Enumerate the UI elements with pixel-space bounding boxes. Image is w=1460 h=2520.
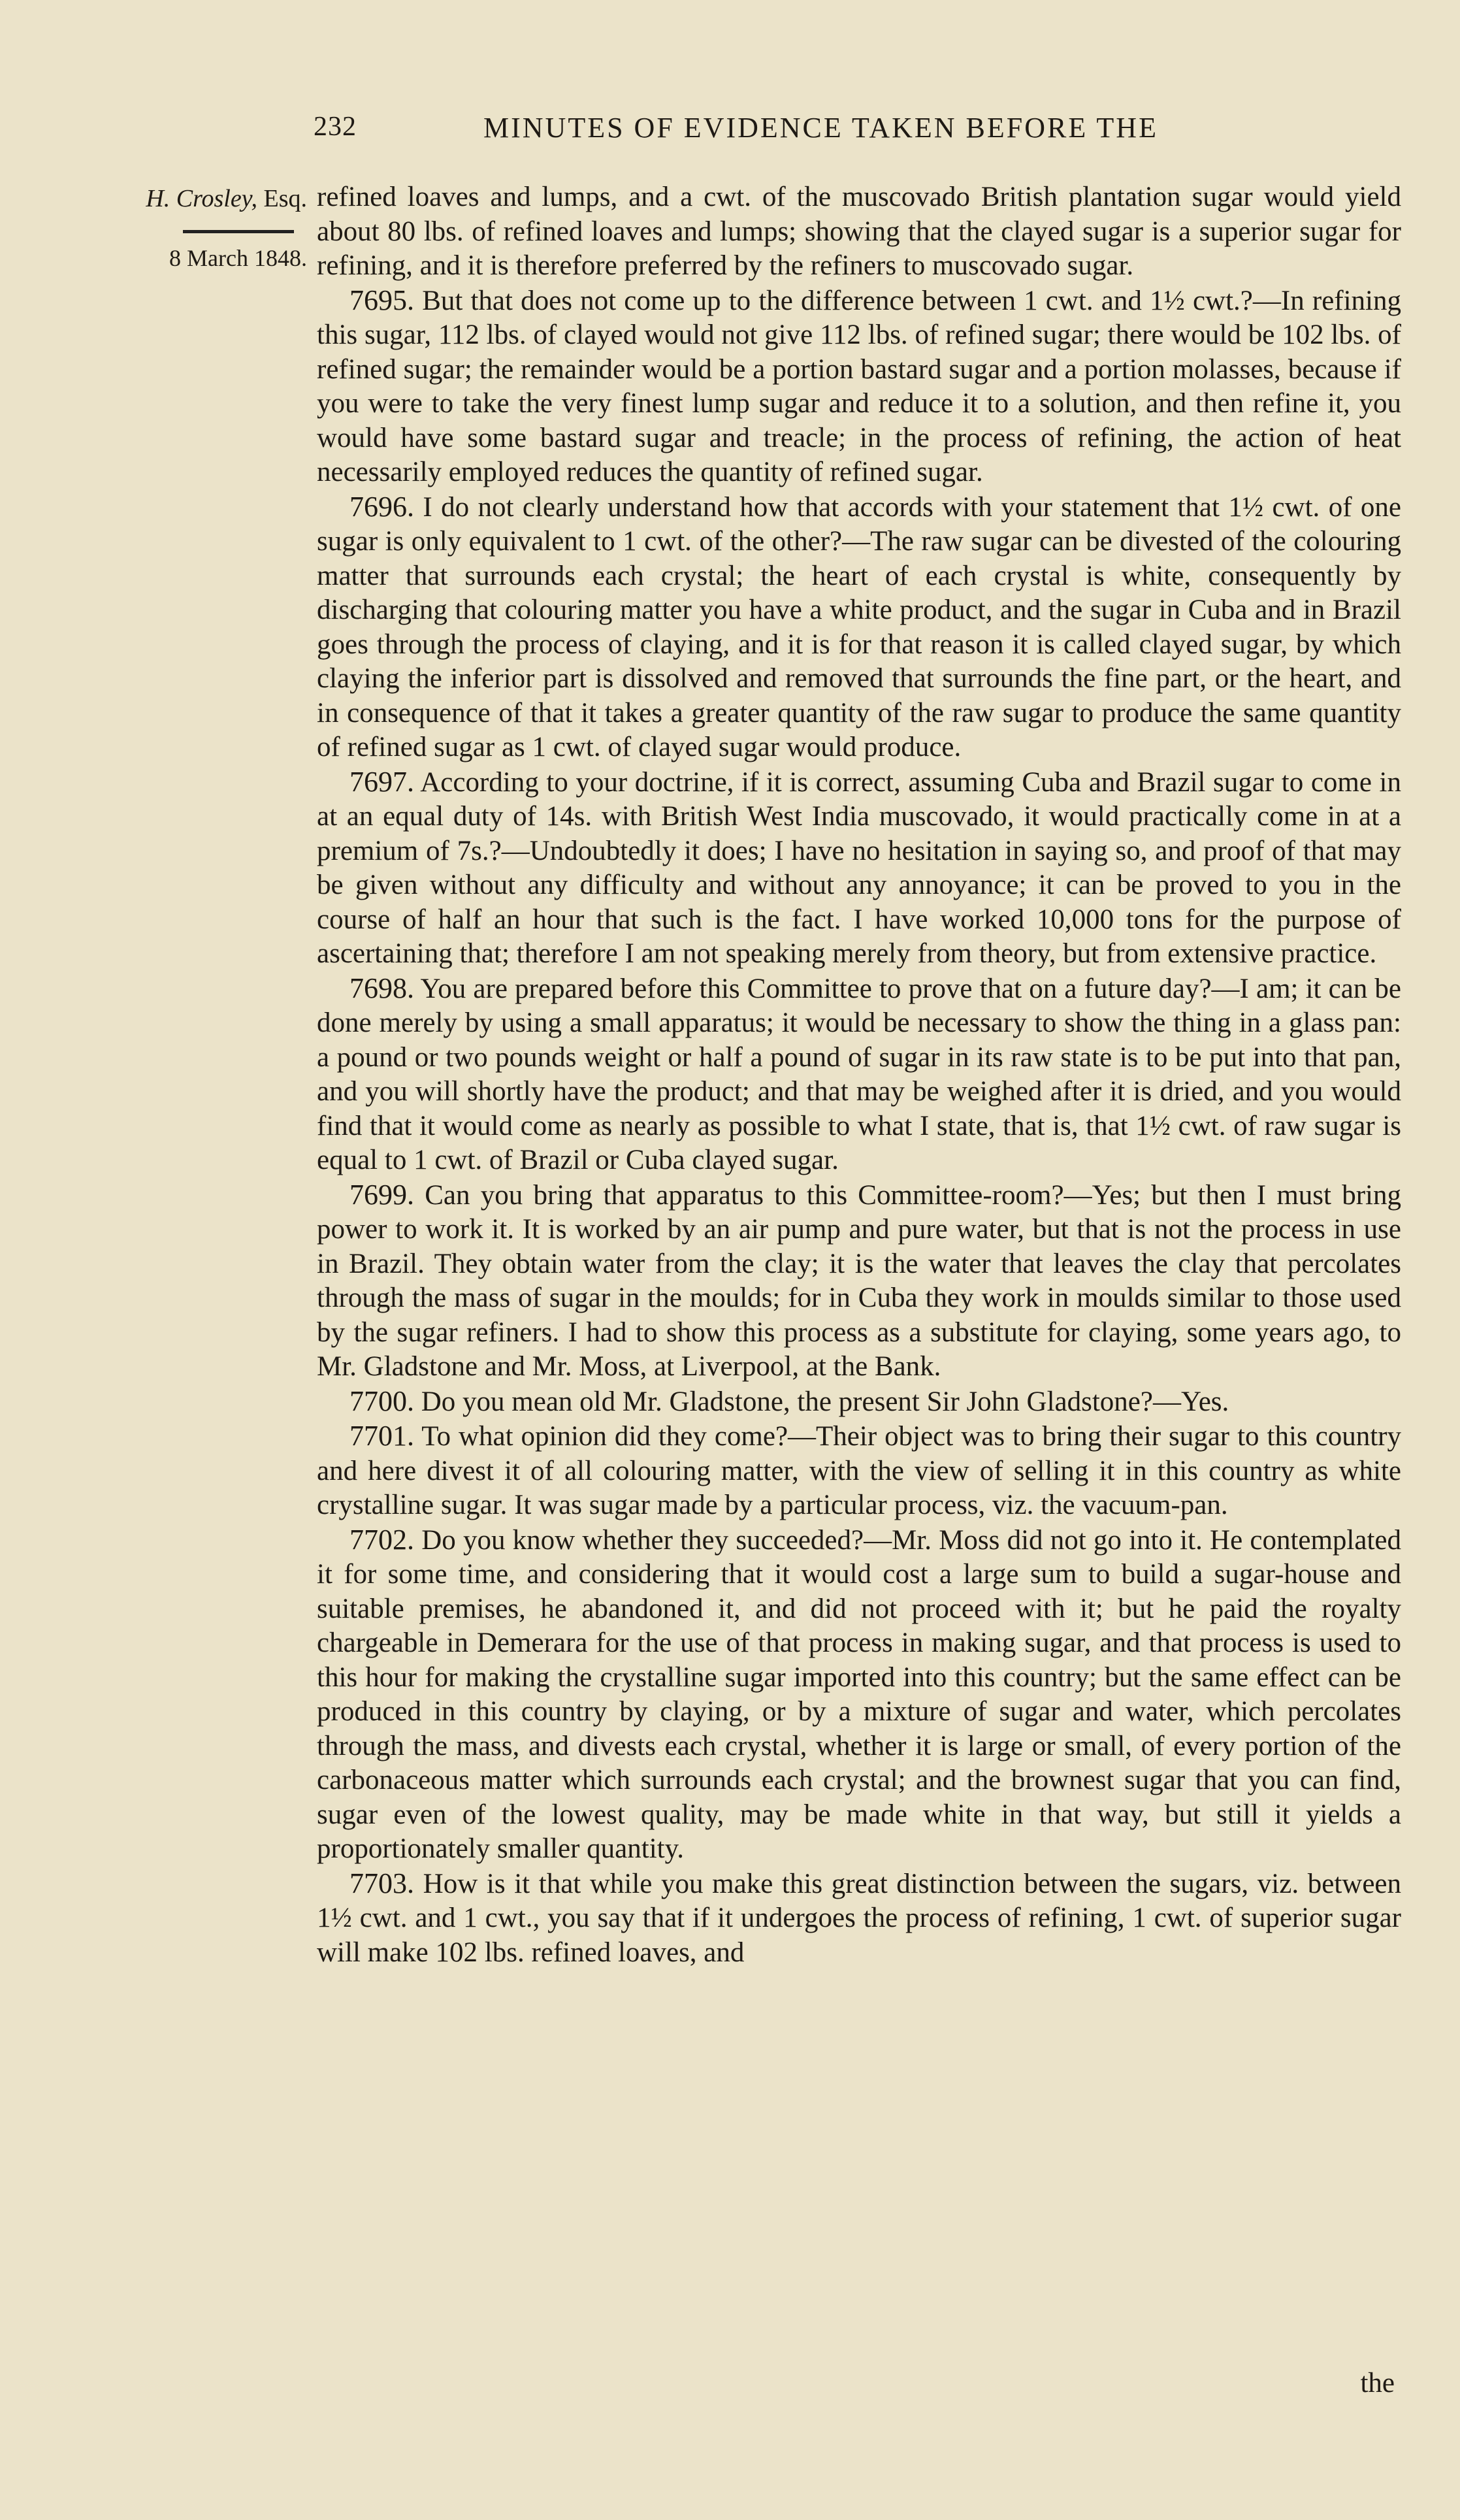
paragraph-text: How is it that while you make this great distinction between the sugars, viz. between 1½ cwt. and 1 cwt., you say that if it undergoes the process of refining, 1 cwt. of superior sugar will make 102 lbs. refined loaves, and [317, 1868, 1401, 1968]
paragraph [317, 1178, 1401, 1384]
paragraph-text: But that does not come up to the difference between 1 cwt. and 1½ cwt.?—In refining this sugar, 112 lbs. of clayed would not give 112 lbs. of refined sugar; there would be 102 lbs. of refined sugar; the remainder would be a portion bastard sugar and a portion molasses, because if you were to take the very finest lump sugar and reduce it to a solution, and then refine it, you would have some bastard sugar and treacle; in the process of refining, the action of heat necessarily employed reduces the quantity of refined sugar. [317, 285, 1402, 487]
margin-date: 8 March 1848. [169, 245, 307, 271]
paragraph-text: I do not clearly understand how that accords with your statement that 1½ cwt. of one sugar is only equivalent to 1 cwt. of the other?—The raw sugar can be divested of the colouring matter that surrounds each crystal; the heart of each crystal is white, consequently by discharging that colouring matter you have a white product, and the sugar in Cuba and in Brazil goes through the process of claying, and it is for that reason it is called clayed sugar, by which claying the inferior part is dissolved and removed that surrounds the fine part, or the heart, and in consequence of that it takes a greater quantity of the raw sugar to produce the same quantity of refined sugar as 1 cwt. of clayed sugar would produce. [317, 491, 1401, 762]
paragraph [317, 180, 1401, 284]
paragraph [317, 1867, 1401, 1971]
question-number: 7701. [349, 1420, 414, 1452]
question-number: 7702. [349, 1523, 414, 1556]
paragraph [317, 1419, 1401, 1523]
witness-name: H. Crosley, [146, 185, 257, 212]
paragraph [317, 490, 1401, 765]
page-number: 232 [314, 112, 357, 142]
paragraph [317, 765, 1401, 972]
question-number: 7703. [349, 1867, 414, 1899]
margin-note [111, 182, 307, 275]
running-head: MINUTES OF EVIDENCE TAKEN BEFORE THE [483, 112, 1158, 144]
paragraph-text: Can you bring that apparatus to this Committee-room?—Yes; but then I must bring power to work it. It is worked by an air pump and pure water, but that is not the process in use in Brazil. They obtain water from the clay; it is the water that leaves the clay that percolates through the mass of sugar in the moulds; for in Cuba they work in moulds similar to those used by the sugar refiners. I had to show this process as a substitute for claying, some years ago, to Mr. Gladstone and Mr. Moss, at Liverpool, at the Bank. [317, 1179, 1401, 1382]
paragraph [317, 972, 1401, 1178]
paragraph [317, 284, 1401, 490]
margin-rule [183, 230, 294, 233]
question-number: 7695. [349, 284, 414, 316]
catchword: the [1360, 2368, 1395, 2398]
paragraph [317, 1384, 1401, 1420]
paragraph-text: To what opinion did they come?—Their object was to bring their sugar to this country and here divest it of all colouring matter, with the view of selling it in this country as white crystalline sugar. It was sugar made by a particular process, viz. the vacuum-pan. [317, 1421, 1401, 1520]
paragraph-text: refined loaves and lumps, and a cwt. of the muscovado British plantation sugar would yield about 80 lbs. of refined loaves and lumps; showing that the clayed sugar is a superior sugar for refining, and it is therefore preferred by the refiners to muscovado sugar. [317, 182, 1401, 281]
question-number: 7696. [349, 490, 414, 523]
question-number: 7699. [349, 1178, 414, 1211]
paragraph [317, 1523, 1401, 1867]
paragraph-text: According to your doctrine, if it is correct, assuming Cuba and Brazil sugar to come in at an equal duty of 14s. with British West India muscovado, it would practically come in at a premium of 7s.?—Undoubtedly it does; I have no hesitation in saying so, and proof of that may be given without any difficulty and without any annoyance; it can be proved to you in the course of half an hour that such is the fact. I have worked 10,000 tons for the purpose of ascertaining that; therefore I am not speaking merely from theory, but from extensive practice. [317, 766, 1401, 969]
witness-suffix: Esq. [263, 185, 307, 212]
paragraph-text: Do you know whether they succeeded?—Mr. Moss did not go into it. He contemplated it for some time, and considering that it would cost a large sum to build a sugar-house and suitable premises, he abandoned it, and did not proceed with it; but he paid the royalty chargeable in Demerara for the use of that process in making sugar, and that process is used to this hour for making the crystalline sugar imported into this country; but the same effect can be produced in this country by claying, or by a mixture of sugar and water, which percolates through the mass, and divests each crystal, whether it is large or small, of every portion of the carbonaceous matter which surrounds each crystal; and the brownest sugar that you can find, sugar even of the lowest quality, may be made white in that way, but still it yields a proportionately smaller quantity. [317, 1524, 1401, 1864]
question-number: 7700. [349, 1384, 414, 1417]
witness-line [111, 182, 307, 216]
paragraph-text: You are prepared before this Committee to prove that on a future day?—I am; it can be done merely by using a small apparatus; it would be necessary to show the thing in a glass pan: a pound or two pounds weight or half a pound of sugar in its raw state is to be put into that pan, and you will shortly have the product; and that may be weighed after it is dried, and you would find that it would come as nearly as possible to what I state, that is, that 1½ cwt. of raw sugar is equal to 1 cwt. of Brazil or Cuba clayed sugar. [317, 973, 1401, 1175]
paragraph-text: Do you mean old Mr. Gladstone, the present Sir John Gladstone?—Yes. [421, 1386, 1229, 1417]
body-text [317, 180, 1401, 1970]
question-number: 7697. [349, 765, 414, 798]
page-header [314, 111, 1398, 150]
question-number: 7698. [349, 972, 414, 1004]
